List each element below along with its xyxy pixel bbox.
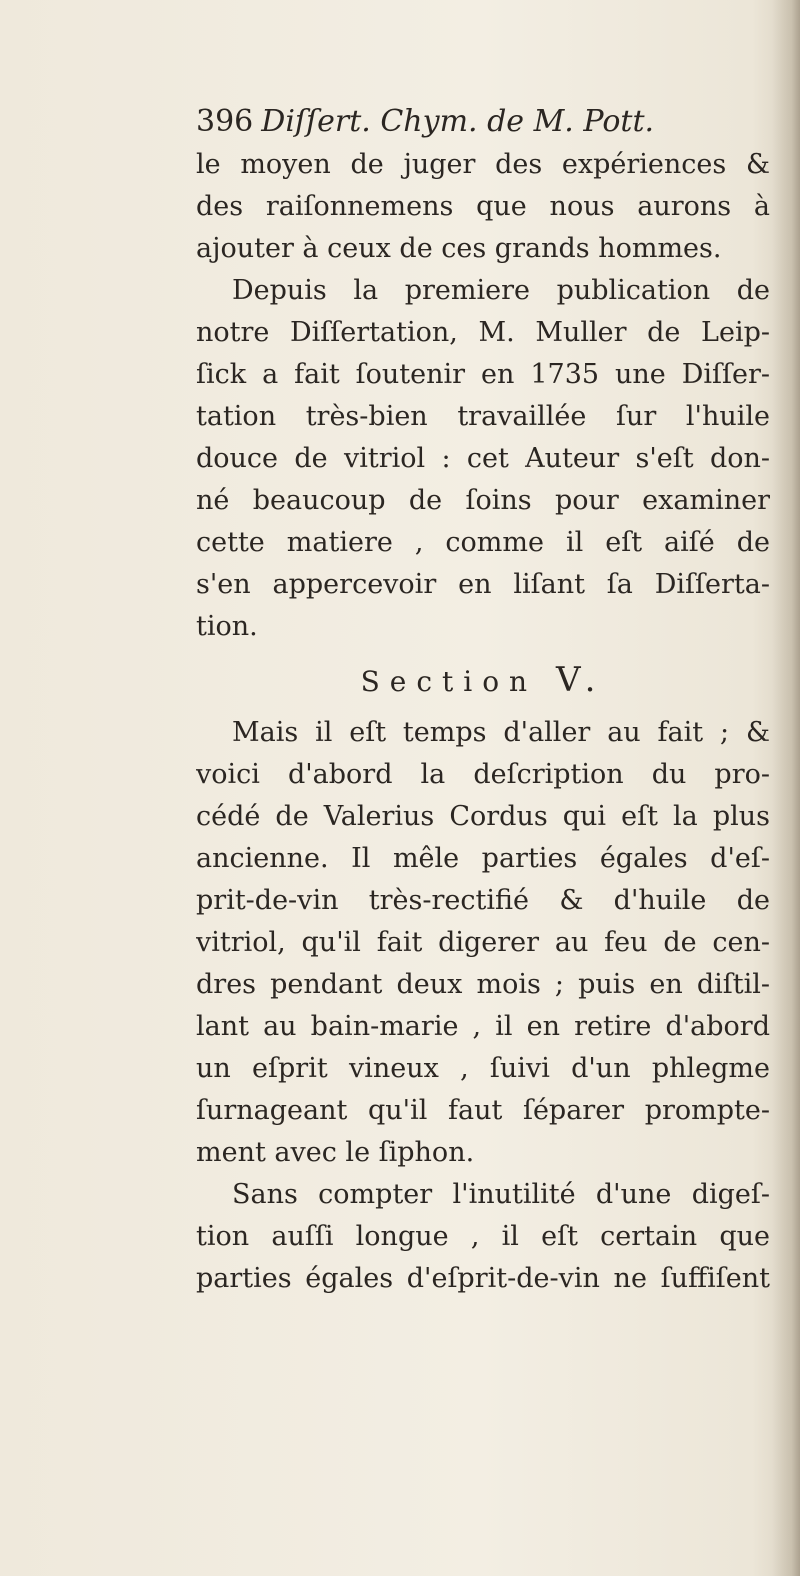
text-line: Sans compter l'inutilité d'une digeſ- (232, 1179, 770, 1210)
text-line: ſick a fait ſoutenir en 1735 une Diſſer- (196, 359, 770, 390)
page-number: 396 (196, 104, 254, 139)
running-title: Diſſert. Chym. de M. Pott. (261, 104, 655, 139)
text-line: voici d'abord la deſcription du pro- (196, 759, 770, 790)
text-line: lant au bain-marie , il en retire d'abord (196, 1011, 770, 1042)
text-line: ajouter à ceux de ces grands hommes. (196, 233, 722, 264)
section-word: Section (360, 665, 538, 698)
text-line: prit-de-vin très-rectifié & d'huile de (196, 885, 770, 916)
text-line: né beaucoup de ſoins pour examiner (196, 485, 770, 516)
section-heading (196, 648, 770, 712)
text-line: ment avec le ſiphon. (196, 1137, 475, 1168)
page-edge-shadow (772, 0, 800, 1576)
text-line: ſurnageant qu'il faut ſéparer prompte- (196, 1095, 770, 1126)
running-head (196, 100, 770, 144)
text-block (196, 100, 770, 1300)
text-line: Mais il eſt temps d'aller au fait ; & (232, 717, 770, 748)
text-line: douce de vitriol : cet Auteur s'eſt don- (196, 443, 770, 474)
text-line: parties égales d'eſprit-de-vin ne ſuffiſent (196, 1263, 770, 1294)
text-line: des raiſonnemens que nous aurons à (196, 191, 770, 222)
text-line: notre Diſſertation, M. Muller de Leip- (196, 317, 770, 348)
text-line: le moyen de juger des expériences & (196, 149, 770, 180)
text-line: tion auſſi longue , il eſt certain que (196, 1221, 770, 1252)
text-line: tation très-bien travaillée ſur l'huile (196, 401, 770, 432)
text-line: vitriol, qu'il fait digerer au feu de cen- (196, 927, 770, 958)
section-numeral: V. (556, 660, 606, 700)
text-line: dres pendant deux mois ; puis en diſtil- (196, 969, 770, 1000)
text-line: ancienne. Il mêle parties égales d'eſ- (196, 843, 770, 874)
text-line: tion. (196, 611, 258, 642)
text-line: cette matiere , comme il eſt aiſé de (196, 527, 770, 558)
text-line: Depuis la premiere publication de (232, 275, 770, 306)
text-line: cédé de Valerius Cordus qui eſt la plus (196, 801, 770, 832)
text-line: s'en appercevoir en liſant ſa Diſſerta- (196, 569, 770, 600)
text-line: un eſprit vineux , ſuivi d'un phlegme (196, 1053, 770, 1084)
